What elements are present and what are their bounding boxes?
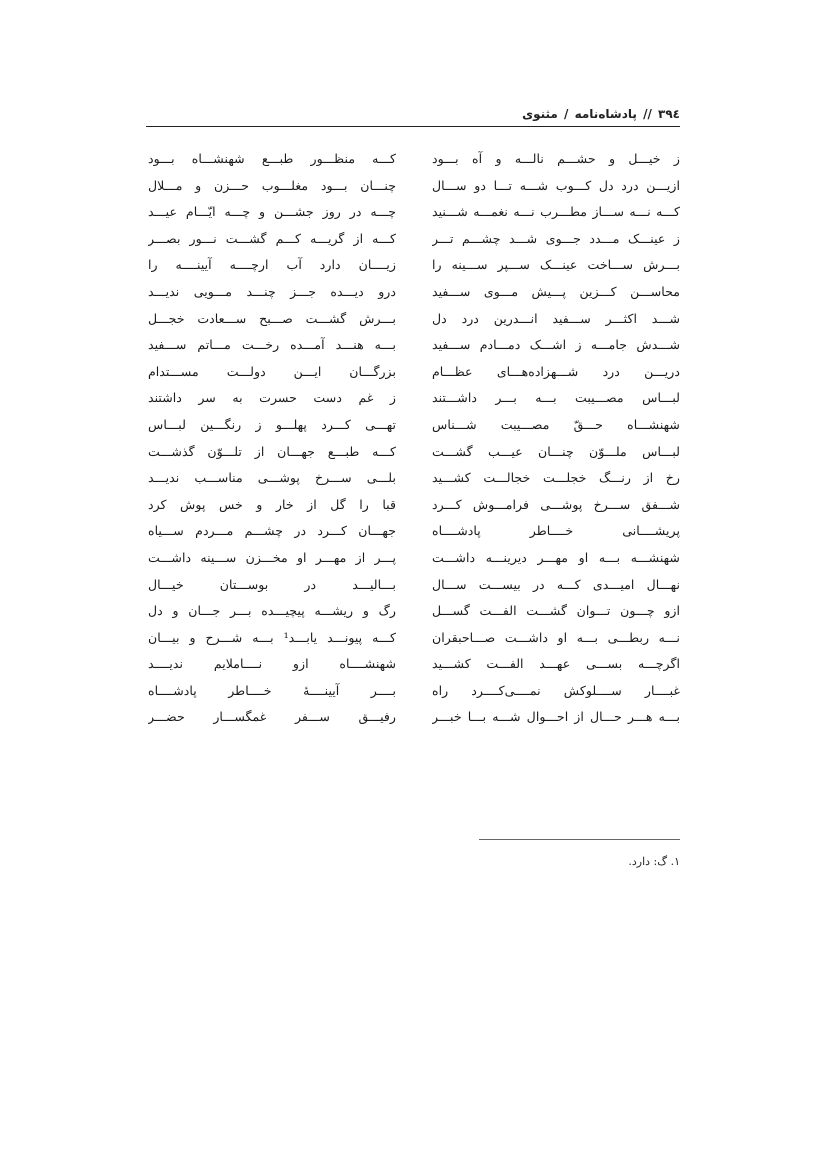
footnote-rule [479, 839, 680, 840]
hemistich-first: پریشــــانی خــــاطر پادشــــاه [432, 523, 680, 539]
hemistich-second: بـــه هنـــد آمـــده رخـــت مـــاتم ســـفید [148, 337, 396, 353]
verse-line [0, 545, 826, 572]
hemistich-second: بزرگـــان ایـــن دولـــت مســـتدام [148, 363, 396, 379]
hemistich-first: بـــه هـــر حـــال از احـــوال شـــه بـــا خبـــر [432, 709, 680, 725]
verse-line [0, 704, 826, 731]
hemistich-second: شهنشــــاه ازو نــــاملایم ندیــــد [148, 656, 396, 672]
hemistich-first: شهنشـــاه حـــقّ مصـــیبت شـــناس [432, 416, 680, 432]
hemistich-second: بــــر آیینــــهٔ خــــاطر پادشــــاه [148, 682, 396, 698]
hemistich-first: نـــه ربطـــی بـــه او داشـــت صـــاحبقران [432, 629, 680, 645]
verse-line [0, 306, 826, 333]
hemistich-first: شهنشـــه بـــه او مهـــر دیرینـــه داشـــت [432, 549, 680, 565]
verse-line [0, 332, 826, 359]
hemistich-second: تهـــی کـــرد پهلـــو ز رنگـــین لبـــاس [148, 416, 396, 432]
verse-line [0, 625, 826, 652]
verse-line [0, 651, 826, 678]
verse-line [0, 279, 826, 306]
hemistich-second: درو دیـــده جـــز چنـــد مـــویی ندیـــد [148, 283, 396, 299]
hemistich-second: بـــالیـــد در بوســـتان خیـــال [148, 576, 396, 592]
running-header [146, 103, 680, 125]
hemistich-first: شـــد اکثـــر ســـفید انـــدرین درد دل [432, 310, 680, 326]
verse-line [0, 678, 826, 705]
hemistich-first: لبـــاس مصـــیبت بـــه بـــر داشـــتند [432, 390, 680, 406]
hemistich-first: نهـــال امیـــدی کـــه در بیســـت ســـال [432, 576, 680, 592]
hemistich-second: ز غم دست حسرت به سر داشتند [148, 390, 396, 406]
hemistich-first: ز عینـــک مـــدد جـــوی شـــد چشـــم تـــر [432, 230, 680, 246]
verse-line [0, 359, 826, 386]
hemistich-second: رگ و ریشـــه پیچیـــده بـــر جـــان و دل [148, 603, 396, 619]
hemistich-second: کـــه منظـــور طبـــع شهنشـــاه بـــود [148, 151, 396, 166]
verse-line [0, 199, 826, 226]
hemistich-first: اگرچـــه بســـی عهـــد الفـــت کشـــید [432, 656, 680, 672]
section-title: مثنوی [522, 107, 558, 121]
hemistich-first: کـــه نـــه ســـاز مطـــرب نـــه نغمـــه شـــنید [432, 204, 680, 220]
header-separator: // [643, 107, 652, 121]
header-rule [146, 126, 680, 127]
header-separator-2: / [564, 107, 569, 121]
hemistich-first: محاســـن کـــزین پـــیش مـــوی ســـفید [432, 283, 680, 299]
hemistich-first: لبـــاس ملـــوّن چنـــان عیـــب گشـــت [432, 443, 680, 459]
hemistich-second: پـــر از مهـــر او مخـــزن ســـینه داشـــت [148, 549, 396, 565]
verse-line [0, 252, 826, 279]
hemistich-second: کـــه طبـــع جهـــان از تلـــوّن گذشـــت [148, 443, 396, 459]
hemistich-second: چـــه در روز جشـــن و چـــه ایّـــام عیـــد [148, 204, 396, 220]
poem-body [0, 146, 826, 731]
hemistich-second: جهـــان کـــرد در چشـــم مـــردم ســـیاه [148, 523, 396, 539]
hemistich-second: کـــه از گریـــه کـــم گشـــت نـــور بصـــر [148, 230, 396, 246]
hemistich-first: ازیـــن درد دل کـــوب شـــه تـــا دو ســـال [432, 177, 680, 193]
hemistich-second: چنـــان بـــود مغلـــوب حـــزن و مـــلال [148, 177, 396, 193]
hemistich-second: کـــه پیونـــد یابـــد¹ بـــه شـــرح و بیـــان [148, 629, 396, 645]
verse-line [0, 439, 826, 466]
hemistich-second: بـــرش گشـــت صـــبح ســـعادت خجـــل [148, 310, 396, 326]
hemistich-first: شـــدش جامـــه ز اشـــک دمـــادم ســـفید [432, 337, 680, 353]
verse-line [0, 598, 826, 625]
verse-line [0, 226, 826, 253]
hemistich-first: ز خیـــل و حشـــم نالـــه و آه بـــود [432, 151, 680, 166]
hemistich-second: بلـــی ســـرخ پوشـــی مناســـب ندیـــد [148, 470, 396, 486]
verse-line [0, 518, 826, 545]
hemistich-second: رفیـــق ســـفر غمگســـار حضـــر [148, 709, 396, 725]
page-number: ۳۹٤ [658, 107, 680, 121]
hemistich-second: زیــــان دارد آب ارچــــه آیینــــه را [148, 257, 396, 273]
hemistich-first: بـــرش ســـاخت عینـــک ســـپر ســـینه را [432, 257, 680, 273]
hemistich-first: شـــفق ســـرخ پوشـــی فرامـــوش کـــرد [432, 496, 680, 512]
verse-line [0, 385, 826, 412]
hemistich-first: رخ از رنـــگ خجلـــت خجالـــت کشـــید [432, 470, 680, 486]
verse-line [0, 572, 826, 599]
hemistich-first: ازو چـــون تـــوان گشـــت الفـــت گســـل [432, 603, 680, 619]
book-title: پادشاه‌نامه [574, 107, 637, 121]
hemistich-first: غبــــار ســــلوکش نمــــی‌کــــرد راه [432, 682, 680, 698]
verse-line [0, 492, 826, 519]
verse-line [0, 465, 826, 492]
verse-line [0, 146, 826, 173]
verse-line [0, 412, 826, 439]
hemistich-second: قبا را گل از خار و خس پوش کرد [148, 496, 396, 512]
hemistich-first: دریـــن درد شـــهزاده‌هـــای عظـــام [432, 363, 680, 379]
footnote: ۱. گ: دارد. [628, 855, 680, 868]
verse-line [0, 173, 826, 200]
